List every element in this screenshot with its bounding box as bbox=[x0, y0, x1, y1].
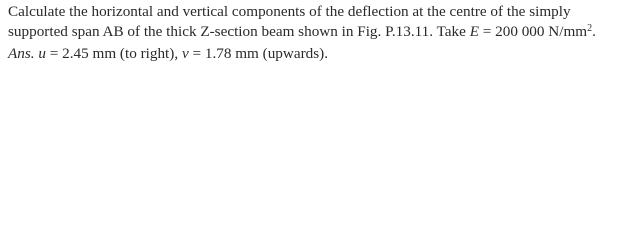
problem-line-1: Calculate the horizontal and vertical components of the deflection at the centre of the simply bbox=[8, 3, 571, 20]
modulus-variable: E bbox=[469, 23, 479, 40]
answer-u-value: = 2.45 mm (to right), bbox=[45, 45, 182, 62]
answer-v-variable: v bbox=[181, 45, 189, 62]
problem-line-2 bbox=[8, 22, 628, 42]
problem-line-2-text: supported span AB of the thick Z-section beam shown in Fig. P.13.11. Take bbox=[8, 23, 470, 40]
modulus-value: = 200 000 N/mm bbox=[478, 23, 588, 40]
unit-exponent: 2 bbox=[587, 23, 593, 34]
answer-u-variable: u bbox=[38, 45, 46, 62]
answer-line bbox=[8, 44, 628, 64]
problem-text bbox=[8, 2, 628, 64]
answer-label: Ans. bbox=[8, 45, 35, 62]
answer-v-value: = 1.78 mm (upwards). bbox=[188, 45, 329, 62]
sentence-period: . bbox=[592, 23, 596, 40]
